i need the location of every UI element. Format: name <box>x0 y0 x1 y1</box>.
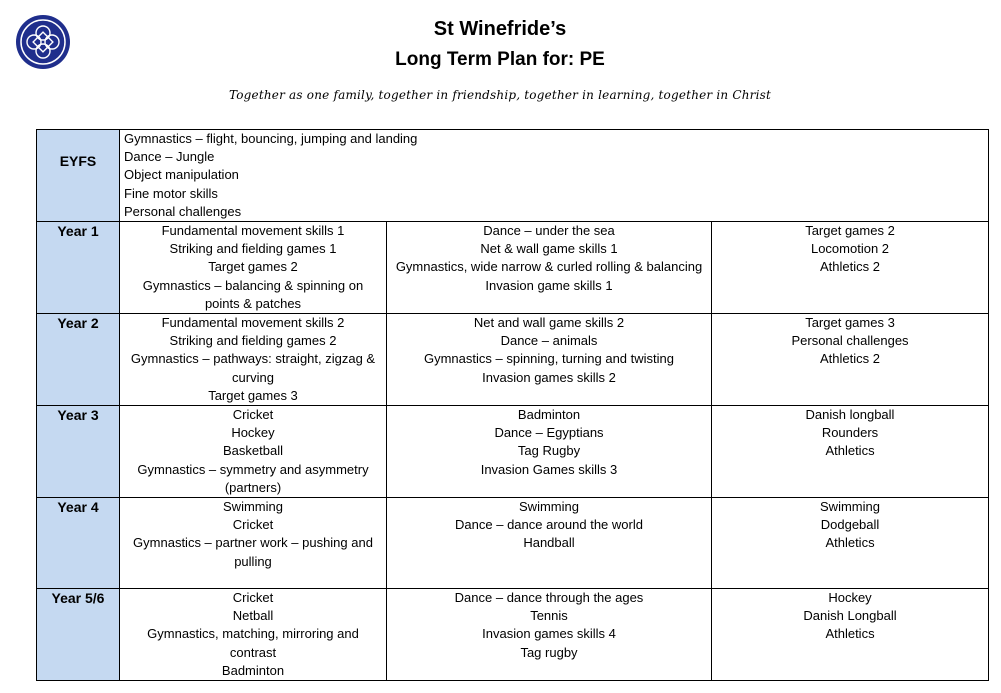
activity-item: Cricket <box>232 517 274 533</box>
term-cell <box>120 222 387 314</box>
school-name: St Winefride’s <box>433 18 567 40</box>
activity-item: Invasion game skills 1 <box>485 277 613 293</box>
activity-item: Badminton <box>517 407 581 423</box>
activity-item: Dodgeball <box>820 517 880 533</box>
activity-item: Gymnastics, matching, mirroring and contrast <box>147 626 359 660</box>
activity-item: Target games 3 <box>208 387 298 403</box>
activity-item: Target games 2 <box>208 259 298 275</box>
activity-item: Danish Longball <box>803 608 897 624</box>
activity-item: Striking and fielding games 2 <box>169 333 337 349</box>
activity-item: Netball <box>232 608 274 624</box>
activity-item: Tennis <box>530 608 568 624</box>
term-cell <box>120 314 387 406</box>
activity-item: Athletics <box>825 443 875 459</box>
term-cell <box>387 222 712 314</box>
term-cell <box>712 406 989 498</box>
activity-item: Target games 2 <box>805 223 895 239</box>
activity-item: Invasion games skills 4 <box>482 626 616 642</box>
activity-item: Athletics 2 <box>820 259 880 275</box>
activity-item: Fundamental movement skills 1 <box>161 223 345 239</box>
term-cell <box>712 589 989 681</box>
activity-item: Gymnastics – balancing & spinning on points & patches <box>142 277 364 311</box>
activity-item: Gymnastics – pathways: straight, zigzag & curving <box>130 351 376 385</box>
school-motto: Together as one family, together in friendship, together in learning, together in Christ <box>228 88 772 102</box>
year-label-eyfs: EYFS <box>37 130 120 222</box>
activity-item: Tag rugby <box>520 644 578 660</box>
activity-item: Striking and fielding games 1 <box>169 241 337 257</box>
term-cell <box>387 406 712 498</box>
year-row <box>37 314 989 406</box>
year-row <box>37 589 989 681</box>
year-label: Year 5/6 <box>37 589 120 681</box>
year-label: Year 4 <box>37 498 120 589</box>
activity-item: Target games 3 <box>805 315 895 331</box>
long-term-plan-table <box>36 129 989 681</box>
activity-item: Danish longball <box>805 407 895 423</box>
eyfs-activity: Object manipulation <box>124 167 239 183</box>
activity-item: Swimming <box>519 499 579 515</box>
activity-item: Gymnastics – partner work – pushing and pulling <box>133 535 373 569</box>
activity-item: Invasion games skills 2 <box>482 369 616 385</box>
year-label: Year 3 <box>37 406 120 498</box>
term-cell <box>120 498 387 589</box>
activity-item: Gymnastics, wide narrow & curled rolling & balancing <box>395 259 703 275</box>
eyfs-row <box>37 130 989 222</box>
term-cell <box>120 589 387 681</box>
activity-item: Dance – dance around the world <box>455 517 643 533</box>
activity-item: Net and wall game skills 2 <box>473 315 625 331</box>
year-row <box>37 222 989 314</box>
term-cell <box>712 222 989 314</box>
activity-item: Hockey <box>231 425 275 441</box>
activity-item: Swimming <box>820 499 880 515</box>
year-label: Year 2 <box>37 314 120 406</box>
term-cell <box>120 406 387 498</box>
activity-item: Rounders <box>821 425 879 441</box>
term-cell <box>387 589 712 681</box>
activity-item: Athletics 2 <box>820 351 880 367</box>
term-cell <box>387 314 712 406</box>
activity-item: Dance – under the sea <box>483 223 615 239</box>
activity-item: Gymnastics – spinning, turning and twisting <box>423 351 674 367</box>
activity-item: Tag Rugby <box>517 443 581 459</box>
plan-title: Long Term Plan for: PE <box>395 49 605 70</box>
year-label: Year 1 <box>37 222 120 314</box>
eyfs-activities <box>120 130 989 222</box>
activity-item: Badminton <box>221 662 285 678</box>
year-row <box>37 406 989 498</box>
term-cell <box>712 498 989 589</box>
activity-item: Cricket <box>232 407 274 423</box>
eyfs-activity: Personal challenges <box>124 203 242 219</box>
activity-item: Invasion Games skills 3 <box>480 461 618 477</box>
year-row <box>37 498 989 589</box>
activity-item: Fundamental movement skills 2 <box>161 315 345 331</box>
term-cell <box>712 314 989 406</box>
activity-item: Athletics <box>825 626 875 642</box>
school-crest-icon <box>15 14 71 70</box>
activity-item: Net & wall game skills 1 <box>480 241 618 257</box>
activity-item: Handball <box>523 535 575 551</box>
activity-item: Dance – animals <box>500 333 598 349</box>
eyfs-activity: Gymnastics – flight, bouncing, jumping and landing <box>124 131 418 146</box>
activity-item: Basketball <box>223 443 283 459</box>
activity-item: Locomotion 2 <box>810 241 890 257</box>
activity-item: Gymnastics – symmetry and asymmetry (partners) <box>137 461 369 495</box>
activity-item: Hockey <box>828 590 872 606</box>
activity-item: Personal challenges <box>791 333 909 349</box>
eyfs-activity: Fine motor skills <box>124 185 218 201</box>
activity-item: Athletics <box>825 535 875 551</box>
activity-item: Swimming <box>223 499 283 515</box>
activity-item: Dance – dance through the ages <box>454 590 644 606</box>
activity-item: Dance – Egyptians <box>494 425 604 441</box>
eyfs-activity: Dance – Jungle <box>124 149 215 165</box>
activity-item: Cricket <box>232 590 274 606</box>
term-cell <box>387 498 712 589</box>
